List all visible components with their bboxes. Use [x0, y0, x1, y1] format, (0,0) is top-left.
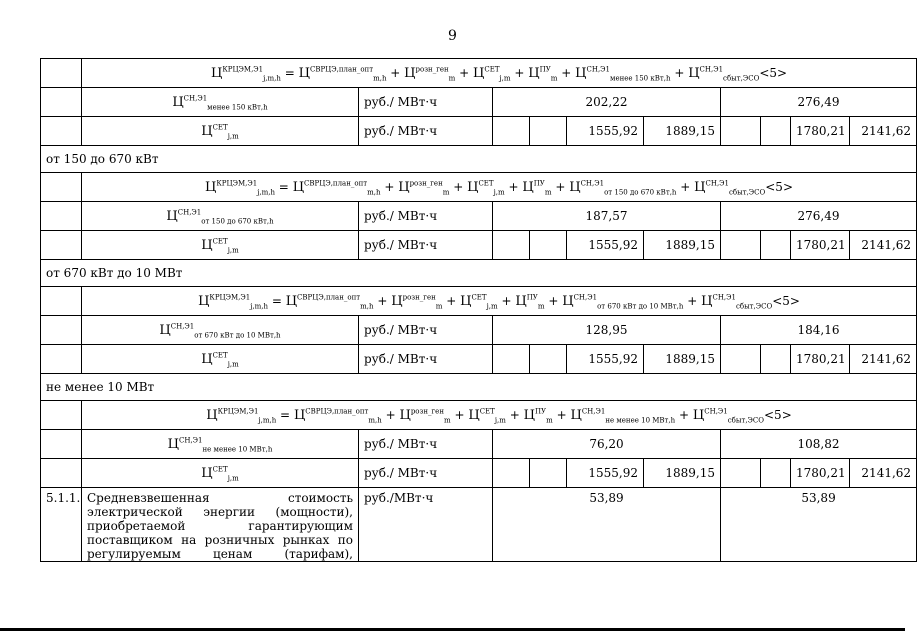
symbol-superscript: СЕТ — [478, 179, 494, 188]
value-cell: 53,89 — [493, 488, 721, 562]
symbol-superscript: СВРЦЭ,план_опт — [304, 179, 368, 188]
row-number-cell — [41, 117, 82, 146]
symbol-superscript: СН,Э1 — [580, 179, 605, 188]
unit-cell: руб./ МВт·ч — [359, 117, 493, 146]
value-cell: 2141,62 — [850, 231, 917, 260]
indicator-cell — [82, 202, 359, 231]
symbol-base: Ц — [569, 179, 581, 195]
symbol-superscript: розн_ген — [409, 179, 443, 188]
formula-cell — [82, 173, 917, 202]
value-cell: 1555,92 — [567, 231, 644, 260]
symbol-subscript: не менее 10 МВт,h — [605, 416, 676, 425]
value-cell: 1555,92 — [567, 117, 644, 146]
row-number-cell — [41, 287, 82, 316]
symbol-subscript: j,m,h — [257, 188, 275, 197]
symbol-base: Ц — [205, 179, 217, 195]
row-number-cell — [41, 231, 82, 260]
price-symbol-lhs — [206, 408, 276, 423]
symbol-subscript: j,m — [227, 246, 239, 255]
symbol-superscript: КРЦЭМ,Э1 — [222, 65, 264, 74]
symbol-base: Ц — [166, 208, 178, 224]
empty-cell — [721, 345, 761, 374]
equals-sign: = — [284, 65, 295, 80]
row-number-cell — [41, 88, 82, 117]
unit-cell: руб./ МВт·ч — [359, 316, 493, 345]
symbol-superscript: СВРЦЭ,план_опт — [309, 65, 374, 74]
price-symbol-set — [460, 294, 498, 309]
symbol-base: Ц — [701, 293, 713, 309]
symbol-base: Ц — [210, 65, 223, 81]
price-symbol-sbyt — [693, 408, 764, 423]
unit-cell: руб./ МВт·ч — [359, 88, 493, 117]
symbol-base: Ц — [398, 179, 410, 195]
symbol-base: Ц — [515, 293, 527, 309]
set-price-row — [41, 117, 917, 146]
price-symbol-sbyt — [694, 180, 765, 195]
empty-cell — [530, 231, 567, 260]
symbol-subscript: j,m — [493, 188, 505, 197]
row-number: 5.1.1. — [41, 488, 82, 562]
value-cell: 76,20 — [493, 430, 721, 459]
group-label: от 670 кВт до 10 МВт — [41, 260, 917, 287]
empty-cell — [530, 459, 567, 488]
symbol-base: Ц — [688, 65, 700, 81]
price-symbol-sn — [172, 95, 267, 110]
symbol-base: Ц — [570, 407, 582, 423]
row-number-cell — [41, 173, 82, 202]
symbol-base: Ц — [467, 179, 479, 195]
value-cell: 128,95 — [493, 316, 721, 345]
symbol-subscript: j,m,h — [250, 302, 268, 311]
price-symbol-set — [468, 408, 506, 423]
group-label: от 150 до 670 кВт — [41, 146, 917, 173]
row-number-cell — [41, 345, 82, 374]
price-symbol-set — [201, 238, 239, 253]
sn-price-row — [41, 202, 917, 231]
price-symbol-rozn — [398, 180, 449, 195]
sn-price-row — [41, 88, 917, 117]
empty-cell — [721, 231, 761, 260]
symbol-subscript: m — [435, 302, 443, 311]
symbol-base: Ц — [285, 293, 298, 309]
symbol-superscript: КРЦЭМ,Э1 — [217, 407, 259, 416]
symbol-subscript: j,m,h — [263, 74, 281, 83]
formula-row — [41, 59, 917, 88]
empty-cell — [530, 117, 567, 146]
symbol-base: Ц — [694, 179, 706, 195]
symbol-superscript: СЕТ — [212, 123, 228, 132]
indicator-cell — [82, 117, 359, 146]
price-symbol-set — [201, 124, 239, 139]
unit-cell: руб./ МВт·ч — [359, 345, 493, 374]
value-cell: 1780,21 — [791, 459, 850, 488]
symbol-superscript: СН,Э1 — [586, 65, 610, 74]
value-cell: 184,16 — [721, 316, 917, 345]
value-cell: 108,82 — [721, 430, 917, 459]
value-cell: 276,49 — [721, 88, 917, 117]
symbol-superscript: СН,Э1 — [699, 65, 724, 74]
equals-sign: = — [278, 179, 289, 194]
empty-cell — [761, 345, 791, 374]
page-bottom-border — [0, 628, 905, 631]
symbol-superscript: СН,Э1 — [573, 293, 598, 302]
symbol-subscript: сбыт,ЭСО — [735, 302, 773, 311]
symbol-base: Ц — [206, 407, 218, 423]
equals-sign: = — [271, 293, 282, 308]
symbol-superscript: СН,Э1 — [177, 208, 202, 217]
symbol-base: Ц — [468, 407, 480, 423]
symbol-superscript: СЕТ — [212, 237, 228, 246]
formula-cell — [82, 401, 917, 430]
empty-cell — [721, 117, 761, 146]
symbol-subscript: m — [537, 302, 545, 311]
symbol-subscript: j,m — [227, 132, 239, 141]
symbol-superscript: СЕТ — [471, 293, 487, 302]
symbol-superscript: СН,Э1 — [581, 407, 606, 416]
plus-sign: + — [384, 179, 395, 194]
symbol-subscript: j,m — [227, 360, 239, 369]
symbol-base: Ц — [523, 407, 535, 423]
price-symbol-set — [201, 466, 239, 481]
set-price-row — [41, 459, 917, 488]
formula-row — [41, 173, 917, 202]
symbol-superscript: КРЦЭМ,Э1 — [216, 179, 258, 188]
symbol-subscript: сбыт,ЭСО — [728, 188, 766, 197]
price-symbol-pu — [528, 66, 557, 81]
symbol-subscript: от 670 кВт до 10 МВт,h — [597, 302, 684, 311]
symbol-superscript: СН,Э1 — [712, 293, 736, 302]
price-symbol-set — [473, 66, 511, 81]
sn-price-row — [41, 316, 917, 345]
plus-sign: + — [454, 407, 465, 422]
symbol-base: Ц — [562, 293, 574, 309]
row-number-cell — [41, 202, 82, 231]
indicator-cell — [82, 345, 359, 374]
unit-cell: руб./МВт·ч — [359, 488, 493, 562]
symbol-superscript: розн_ген — [415, 65, 449, 74]
symbol-base: Ц — [159, 322, 171, 338]
plus-sign: + — [687, 293, 698, 308]
symbol-superscript: СЕТ — [212, 351, 228, 360]
price-symbol-rozn — [391, 294, 442, 309]
indicator-cell — [82, 316, 359, 345]
price-symbol-pu — [524, 408, 553, 423]
row-number-cell — [41, 59, 82, 88]
price-symbol-lhs — [205, 180, 275, 195]
indicator-cell — [82, 88, 359, 117]
symbol-superscript: розн_ген — [410, 407, 444, 416]
symbol-subscript: сбыт,ЭСО — [727, 416, 764, 425]
symbol-superscript: СЕТ — [212, 465, 228, 474]
footnote-ref: <5> — [764, 407, 792, 422]
symbol-subscript: m — [442, 188, 450, 197]
page-number: 9 — [448, 28, 457, 44]
empty-cell — [493, 231, 530, 260]
symbol-base: Ц — [575, 65, 587, 81]
symbol-base: Ц — [167, 436, 179, 452]
indicator-cell — [82, 430, 359, 459]
value-cell: 1555,92 — [567, 459, 644, 488]
price-symbol-sbyt — [701, 294, 772, 309]
empty-cell — [721, 459, 761, 488]
symbol-base: Ц — [293, 407, 306, 423]
symbol-base: Ц — [298, 65, 310, 81]
empty-cell — [493, 117, 530, 146]
price-symbol-sn — [562, 294, 683, 309]
symbol-base: Ц — [399, 407, 411, 423]
value-cell: 1780,21 — [791, 231, 850, 260]
plus-sign: + — [556, 407, 567, 422]
unit-cell: руб./ МВт·ч — [359, 459, 493, 488]
formula-row — [41, 401, 917, 430]
symbol-superscript: ПУ — [526, 293, 538, 302]
symbol-subscript: m — [550, 74, 558, 83]
value-cell: 1889,15 — [644, 345, 721, 374]
plus-sign: + — [501, 293, 512, 308]
value-cell: 276,49 — [721, 202, 917, 231]
symbol-subscript: сбыт,ЭСО — [723, 74, 760, 83]
price-symbol-set — [467, 180, 505, 195]
price-symbol-svrc — [299, 66, 387, 81]
symbol-superscript: СН,Э1 — [704, 407, 728, 416]
description-cell — [82, 488, 359, 562]
symbol-subscript: m,h — [360, 302, 374, 311]
empty-cell — [761, 459, 791, 488]
footnote-ref: <5> — [772, 293, 800, 308]
plus-sign: + — [446, 293, 457, 308]
row-number-cell — [41, 401, 82, 430]
indicator-cell — [82, 459, 359, 488]
value-cell: 1889,15 — [644, 117, 721, 146]
symbol-base: Ц — [528, 65, 540, 81]
symbol-base: Ц — [391, 293, 403, 309]
group-label: не менее 10 МВт — [41, 374, 917, 401]
set-price-row — [41, 231, 917, 260]
value-cell: 187,57 — [493, 202, 721, 231]
value-cell: 1889,15 — [644, 231, 721, 260]
symbol-base: Ц — [201, 123, 213, 139]
empty-cell — [493, 459, 530, 488]
value-cell: 2141,62 — [850, 117, 917, 146]
symbol-superscript: СН,Э1 — [183, 94, 208, 103]
symbol-subscript: j,m,h — [258, 416, 277, 425]
symbol-subscript: m,h — [368, 416, 382, 425]
symbol-base: Ц — [692, 407, 705, 423]
price-symbol-lhs — [211, 66, 281, 81]
plus-sign: + — [453, 179, 464, 194]
plus-sign: + — [561, 65, 572, 80]
footnote-ref: <5> — [759, 65, 788, 80]
value-cell: 2141,62 — [850, 345, 917, 374]
price-symbol-svrc — [294, 408, 382, 423]
unit-cell: руб./ МВт·ч — [359, 202, 493, 231]
plus-sign: + — [508, 179, 519, 194]
symbol-superscript: СВРЦЭ,план_опт — [305, 407, 369, 416]
symbol-base: Ц — [201, 465, 213, 481]
sn-price-row — [41, 430, 917, 459]
tariff-table — [40, 58, 917, 562]
symbol-base: Ц — [201, 351, 213, 367]
symbol-superscript: розн_ген — [402, 293, 436, 302]
footnote-ref: <5> — [765, 179, 793, 194]
value-cell: 202,22 — [493, 88, 721, 117]
group-label-row — [41, 146, 917, 173]
symbol-subscript: менее 150 кВт,h — [610, 74, 671, 83]
symbol-superscript: СЕТ — [479, 407, 495, 416]
symbol-subscript: не менее 10 МВт,h — [202, 445, 273, 454]
symbol-base: Ц — [522, 179, 534, 195]
row-number-cell — [41, 316, 82, 345]
price-symbol-sbyt — [688, 66, 759, 81]
symbol-superscript: ПУ — [539, 65, 551, 74]
value-cell: 53,89 — [721, 488, 917, 562]
plus-sign: + — [390, 65, 401, 80]
symbol-superscript: ПУ — [533, 179, 545, 188]
plus-sign: + — [514, 65, 525, 80]
value-cell: 1889,15 — [644, 459, 721, 488]
symbol-subscript: m — [448, 74, 456, 83]
price-symbol-sn — [575, 66, 670, 81]
value-cell: 1555,92 — [567, 345, 644, 374]
symbol-superscript: КРЦЭМ,Э1 — [209, 293, 251, 302]
symbol-subscript: от 150 до 670 кВт,h — [604, 188, 677, 197]
symbol-base: Ц — [201, 237, 213, 253]
equals-sign: = — [280, 407, 291, 422]
price-symbol-sn — [569, 180, 676, 195]
group-label-row — [41, 260, 917, 287]
empty-cell — [530, 345, 567, 374]
symbol-subscript: от 670 кВт до 10 МВт,h — [194, 331, 281, 340]
empty-cell — [493, 345, 530, 374]
value-cell: 1780,21 — [791, 117, 850, 146]
symbol-superscript: СЕТ — [484, 65, 500, 74]
plus-sign: + — [377, 293, 388, 308]
symbol-subscript: от 150 до 670 кВт,h — [201, 217, 274, 226]
symbol-superscript: СН,Э1 — [178, 436, 203, 445]
price-symbol-sn — [570, 408, 675, 423]
price-symbol-set — [201, 352, 239, 367]
plus-sign: + — [459, 65, 470, 80]
symbol-superscript: СВРЦЭ,план_опт — [297, 293, 361, 302]
symbol-base: Ц — [172, 94, 184, 110]
symbol-base: Ц — [198, 293, 210, 309]
unit-cell: руб./ МВт·ч — [359, 231, 493, 260]
group-label-row — [41, 374, 917, 401]
plus-sign: + — [555, 179, 566, 194]
symbol-subscript: j,m — [494, 416, 506, 425]
unit-cell: руб./ МВт·ч — [359, 430, 493, 459]
symbol-subscript: m,h — [373, 74, 387, 83]
formula-row — [41, 287, 917, 316]
plus-sign: + — [674, 65, 685, 80]
formula-cell — [82, 59, 917, 88]
price-symbol-pu — [522, 180, 551, 195]
symbol-superscript: ПУ — [534, 407, 547, 416]
item-5-1-1-row — [41, 488, 917, 562]
symbol-subscript: j,m — [499, 74, 511, 83]
symbol-subscript: m — [443, 416, 451, 425]
plus-sign: + — [679, 407, 690, 422]
plus-sign: + — [509, 407, 520, 422]
row-number-cell — [41, 459, 82, 488]
symbol-base: Ц — [473, 65, 485, 81]
symbol-base: Ц — [292, 179, 305, 195]
symbol-superscript: СН,Э1 — [170, 322, 195, 331]
symbol-subscript: j,m — [486, 302, 498, 311]
value-cell: 2141,62 — [850, 459, 917, 488]
symbol-subscript: m — [544, 188, 552, 197]
price-symbol-rozn — [404, 66, 455, 81]
price-symbol-pu — [515, 294, 544, 309]
value-cell: 1780,21 — [791, 345, 850, 374]
symbol-base: Ц — [460, 293, 472, 309]
indicator-cell — [82, 231, 359, 260]
plus-sign: + — [548, 293, 559, 308]
symbol-subscript: m,h — [367, 188, 381, 197]
price-symbol-svrc — [286, 294, 374, 309]
plus-sign: + — [385, 407, 396, 422]
price-symbol-sn — [166, 209, 273, 224]
price-symbol-sn — [159, 323, 280, 338]
set-price-row — [41, 345, 917, 374]
empty-cell — [761, 117, 791, 146]
price-symbol-sn — [168, 437, 273, 452]
plus-sign: + — [680, 179, 691, 194]
row-number-cell — [41, 430, 82, 459]
symbol-base: Ц — [404, 65, 416, 81]
formula-cell — [82, 287, 917, 316]
description-text: Средневзвешенная стоимость электрической энергии (мощности), приобретаемой гарантирующим поставщиком на розничных рынках по регулируемым ценам (тарифам), — [87, 491, 353, 561]
symbol-subscript: m — [546, 416, 553, 425]
price-symbol-svrc — [293, 180, 381, 195]
empty-cell — [761, 231, 791, 260]
price-symbol-lhs — [198, 294, 268, 309]
symbol-subscript: j,m — [227, 474, 239, 483]
symbol-superscript: СН,Э1 — [705, 179, 729, 188]
symbol-subscript: менее 150 кВт,h — [207, 103, 268, 112]
price-symbol-rozn — [399, 408, 450, 423]
